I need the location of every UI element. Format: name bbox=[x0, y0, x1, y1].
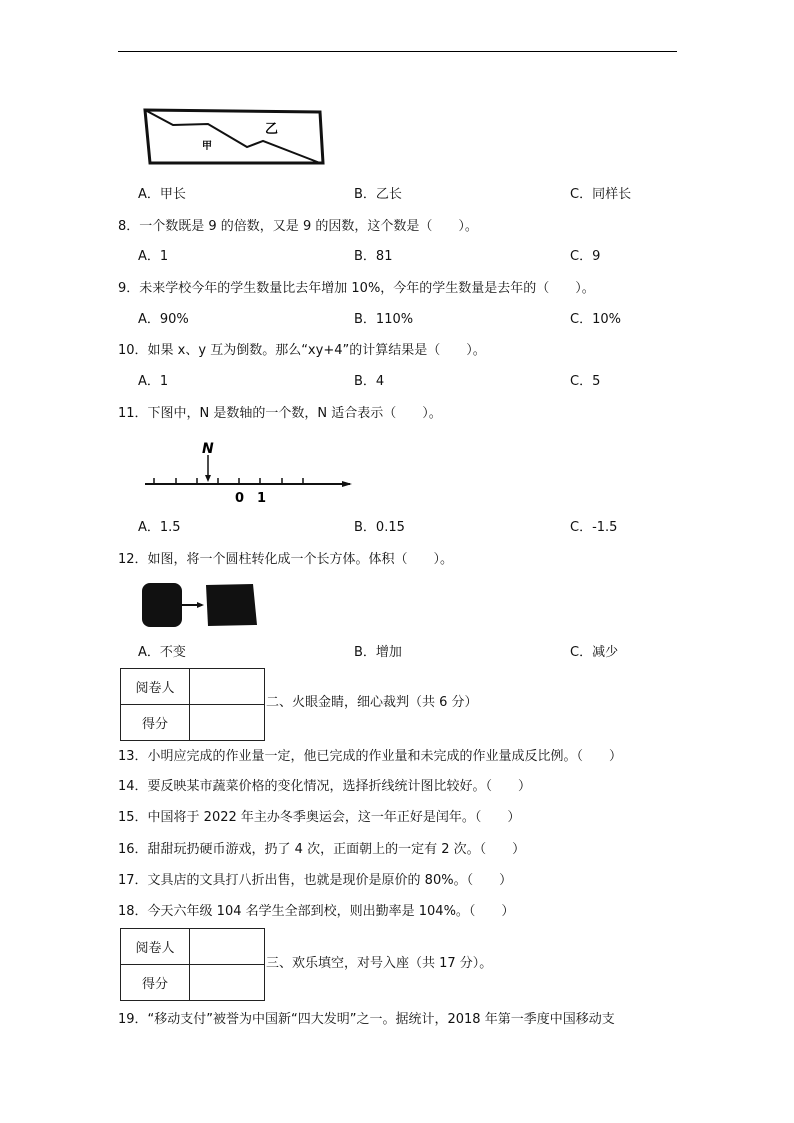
q7-option-c[interactable]: C．同样长 bbox=[570, 187, 632, 202]
section2-title: 二、火眼金睛，细心裁判（共 6 分） bbox=[266, 695, 478, 710]
q8-option-b[interactable]: B．81 bbox=[354, 249, 393, 264]
q18-text: 18．今天六年级 104 名学生全部到校，则出勤率是 104%。（ ） bbox=[118, 904, 515, 919]
one-label: 1 bbox=[257, 491, 267, 506]
q12-option-b[interactable]: B．增加 bbox=[354, 645, 402, 660]
q16-text: 16．甜甜玩扔硬币游戏，扔了 4 次，正面朝上的一定有 2 次。（ ） bbox=[118, 842, 526, 857]
n-label: N bbox=[202, 441, 214, 457]
q10-option-c[interactable]: C．5 bbox=[570, 374, 601, 389]
q10-option-a[interactable]: A．1 bbox=[138, 374, 169, 389]
reviewer-cell[interactable] bbox=[190, 929, 265, 965]
reviewer-label: 阅卷人 bbox=[121, 669, 190, 705]
cylinder-to-cuboid-figure bbox=[140, 580, 270, 630]
header-rule bbox=[118, 51, 677, 52]
q13-text: 13．小明应完成的作业量一定，他已完成的作业量和未完成的作业量成反比例。（ ） bbox=[118, 749, 623, 764]
q10-text: 10．如果 x、y 互为倒数。那么“xy+4”的计算结果是（ ）。 bbox=[118, 343, 486, 358]
q12-option-c[interactable]: C．减少 bbox=[570, 645, 619, 660]
zero-label: 0 bbox=[235, 491, 245, 506]
q7-option-a[interactable]: A．甲长 bbox=[138, 187, 186, 202]
q8-text: 8．一个数既是 9 的倍数，又是 9 的因数，这个数是（ ）。 bbox=[118, 219, 478, 234]
section3-title: 三、欢乐填空，对号入座（共 17 分）。 bbox=[266, 956, 493, 971]
q7-label-jia: 甲 bbox=[202, 141, 212, 152]
score-label: 得分 bbox=[121, 705, 190, 741]
q12-option-a[interactable]: A．不变 bbox=[138, 645, 186, 660]
q11-option-c[interactable]: C．-1.5 bbox=[570, 520, 618, 535]
q9-option-c[interactable]: C．10% bbox=[570, 312, 621, 327]
q11-text: 11．下图中，N 是数轴的一个数，N 适合表示（ ）。 bbox=[118, 406, 442, 421]
q10-option-b[interactable]: B．4 bbox=[354, 374, 385, 389]
q7-figure bbox=[140, 105, 325, 170]
reviewer-cell[interactable] bbox=[190, 669, 265, 705]
reviewer-label: 阅卷人 bbox=[121, 929, 190, 965]
q14-text: 14．要反映某市蔬菜价格的变化情况，选择折线统计图比较好。（ ） bbox=[118, 779, 532, 794]
q9-text: 9．未来学校今年的学生数量比去年增加 10%，今年的学生数量是去年的（ ）。 bbox=[118, 281, 595, 296]
q7-option-b[interactable]: B．乙长 bbox=[354, 187, 402, 202]
q11-option-b[interactable]: B．0.15 bbox=[354, 520, 405, 535]
q8-option-a[interactable]: A．1 bbox=[138, 249, 169, 264]
score-cell[interactable] bbox=[190, 965, 265, 1001]
number-line-figure bbox=[140, 435, 360, 507]
q17-text: 17．文具店的文具打八折出售，也就是现价是原价的 80%。（ ） bbox=[118, 873, 513, 888]
q19-text: 19．“移动支付”被誉为中国新“四大发明”之一。据统计，2018 年第一季度中国移动支 bbox=[118, 1012, 615, 1027]
score-label: 得分 bbox=[121, 965, 190, 1001]
q9-option-b[interactable]: B．110% bbox=[354, 312, 414, 327]
score-cell[interactable] bbox=[190, 705, 265, 741]
score-table-section3 bbox=[120, 928, 265, 1001]
q8-option-c[interactable]: C．9 bbox=[570, 249, 601, 264]
score-table-section2 bbox=[120, 668, 265, 741]
q12-text: 12．如图，将一个圆柱转化成一个长方体。体积（ ）。 bbox=[118, 552, 454, 567]
q9-option-a[interactable]: A．90% bbox=[138, 312, 189, 327]
q15-text: 15．中国将于 2022 年主办冬季奥运会，这一年正好是闰年。（ ） bbox=[118, 810, 521, 825]
q11-option-a[interactable]: A．1.5 bbox=[138, 520, 181, 535]
q7-label-yi: 乙 bbox=[265, 122, 279, 137]
